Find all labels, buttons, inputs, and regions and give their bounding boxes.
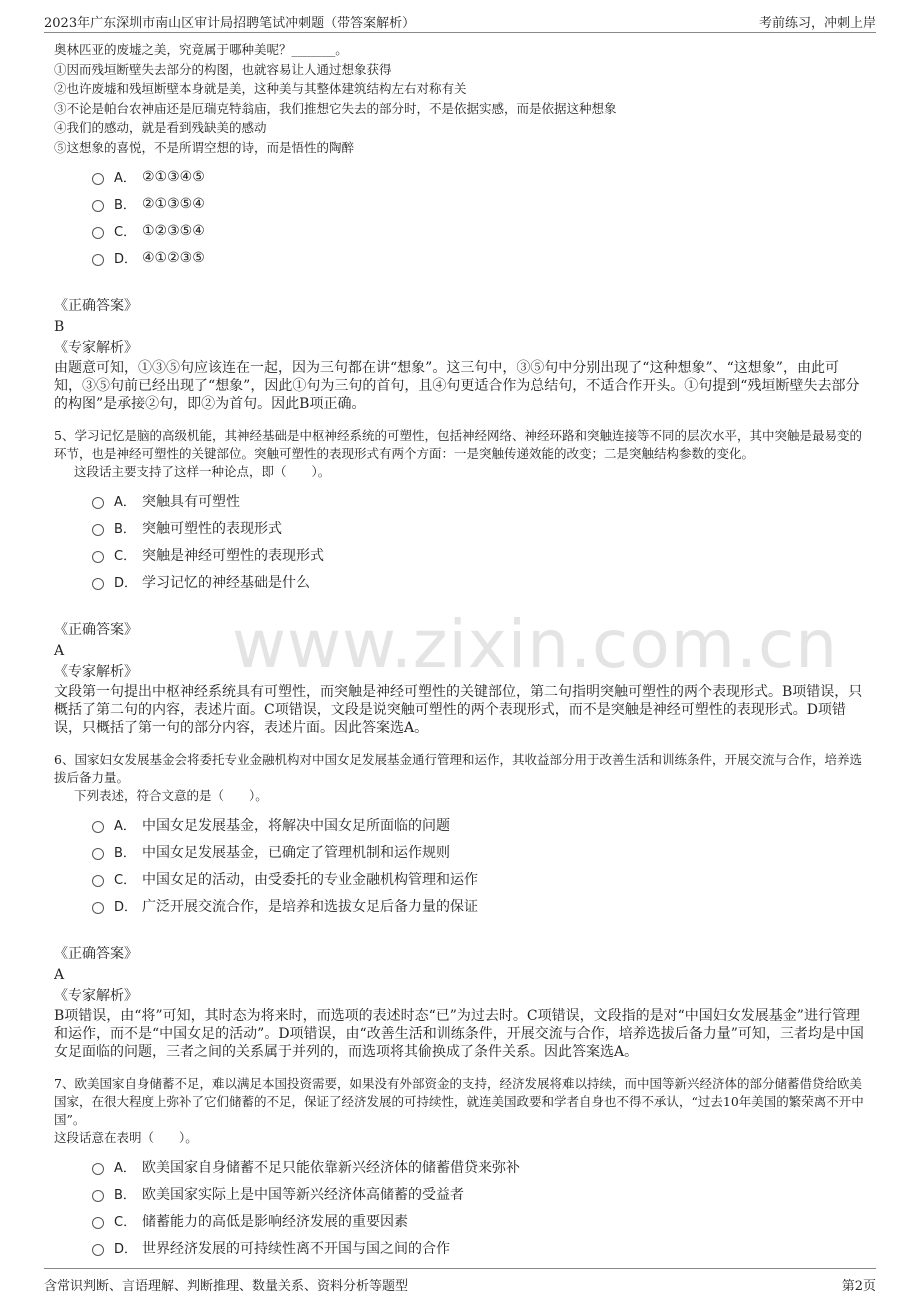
option-c[interactable]: C． 储蓄能力的高低是影响经济发展的重要因素 — [92, 1207, 866, 1234]
option-b[interactable]: B． 中国女足发展基金，已确定了管理机制和运作规则 — [92, 838, 866, 865]
radio-icon[interactable] — [92, 578, 104, 590]
radio-icon[interactable] — [92, 524, 104, 536]
question-stem: 5、学习记忆是脑的高级机能，其神经基础是中枢神经系统的可塑性，包括神经网络、神经环路和突触连接等不同的层次水平，其中突触是最易变的环节，也是神经可塑性的关键部位。突触可塑性的表现形式有两个方面：一是突触传递效能的改变；二是突触结构参数的变化。 — [54, 428, 862, 461]
question-prompt: 这段话主要支持了这样一种论点，即（ ）。 — [74, 464, 331, 479]
analysis-text: B项错误，由“将”可知，其时态为将来时，而选项的表述时态“已”为过去时。C项错误，文段指的是对“中国妇女发展基金”进行管理和运作，而不是“中国女足的活动”。D项错误，由“改善生活和训练条件，开展交流与合作，培养选拔后备力量”可知，三者均是中国女足面临的问题，三者之间的关系属于并列的，而选项将其偷换成了条件关系。因此答案选A。 — [54, 1008, 864, 1060]
radio-icon[interactable] — [92, 902, 104, 914]
answer-value: A — [54, 967, 65, 983]
radio-icon[interactable] — [92, 848, 104, 860]
option-c[interactable]: C． ①②③⑤④ — [92, 217, 866, 244]
answer-label: 《正确答案》 — [54, 946, 138, 962]
answer-value: A — [54, 643, 65, 659]
question-stem: 7、欧美国家自身储蓄不足，难以满足本国投资需要，如果没有外部资金的支持，经济发展将难以持续，而中国等新兴经济体的部分储蓄借贷给欧美国家，在很大程度上弥补了它们储蓄的不足，保证了经济发展的可持续性，就连美国政要和学者自身也不得不承认，“过去10年美国的繁荣离不开中国”。 — [54, 1076, 864, 1127]
options — [54, 163, 866, 271]
radio-icon[interactable] — [92, 254, 104, 266]
answer-label: 《正确答案》 — [54, 298, 138, 314]
option-c[interactable]: C． 突触是神经可塑性的表现形式 — [92, 541, 866, 568]
option-a[interactable]: A． 中国女足发展基金，将解决中国女足所面临的问题 — [92, 811, 866, 838]
question-6 — [54, 751, 866, 1061]
option-b[interactable]: B． 突触可塑性的表现形式 — [92, 514, 866, 541]
answer-value: B — [54, 319, 65, 335]
option-d[interactable]: D． ④①②③⑤ — [92, 244, 866, 271]
option-b[interactable]: B． 欧美国家实际上是中国等新兴经济体高储蓄的受益者 — [92, 1180, 866, 1207]
page-header — [44, 8, 876, 33]
option-a[interactable]: A． 欧美国家自身储蓄不足只能依靠新兴经济体的储蓄借贷来弥补 — [92, 1153, 866, 1180]
options — [54, 811, 866, 919]
page-content — [54, 40, 866, 1261]
question-4 — [54, 40, 866, 413]
header-title: 2023年广东深圳市南山区审计局招聘笔试冲刺题（带答案解析） — [44, 16, 416, 31]
option-d[interactable]: D． 世界经济发展的可持续性离不开国与国之间的合作 — [92, 1234, 866, 1261]
option-d[interactable]: D． 学习记忆的神经基础是什么 — [92, 568, 866, 595]
question-5 — [54, 427, 866, 737]
radio-icon[interactable] — [92, 227, 104, 239]
page-number: 第2页 — [841, 1279, 876, 1294]
option-a[interactable]: A． ②①③④⑤ — [92, 163, 866, 190]
radio-icon[interactable] — [92, 1190, 104, 1202]
statement: ③不论是帕台农神庙还是厄瑞克特翁庙，我们推想它失去的部分时，不是依据实感，而是依据这种想象 — [54, 100, 617, 116]
footer-description: 含常识判断、言语理解、判断推理、数量关系、资料分析等题型 — [44, 1279, 409, 1294]
radio-icon[interactable] — [92, 1163, 104, 1175]
analysis-text: 文段第一句提出中枢神经系统具有可塑性，而突触是神经可塑性的关键部位，第二句指明突触可塑性的两个表现形式。B项错误，只概括了第二句的内容，表述片面。C项错误，文段是说突触可塑性的两个表现形式，而不是突触是神经可塑性的表现形式。D项错误，只概括了第一句的部分内容，表述片面。因此答案选A。 — [54, 684, 863, 736]
header-slogan: 考前练习，冲刺上岸 — [758, 16, 876, 31]
radio-icon[interactable] — [92, 821, 104, 833]
statement: ②也许废墟和残垣断壁本身就是美，这种美与其整体建筑结构左右对称有关 — [54, 81, 467, 96]
radio-icon[interactable] — [92, 200, 104, 212]
answer-label: 《正确答案》 — [54, 622, 138, 638]
analysis-label: 《专家解析》 — [54, 988, 138, 1004]
radio-icon[interactable] — [92, 173, 104, 185]
question-7 — [54, 1075, 866, 1261]
question-prompt: 这段话意在表明（ ）。 — [54, 1130, 198, 1145]
watermark: www.zixin.com.cn — [232, 606, 839, 683]
options — [54, 487, 866, 595]
statement: ⑤这想象的喜悦，不是所谓空想的诗，而是悟性的陶醉 — [54, 139, 355, 155]
analysis-text: 由题意可知，①③⑤句应该连在一起，因为三句都在讲“想象”。这三句中，③⑤句中分别出现了“这种想象”、“这想象”，由此可知，③⑤句前已经出现了“想象”，因此①句为三句的首句，且④句更适合作为总结句，不适合作开头。①句提到“残垣断壁失去部分的构图”是承接②句，即②为首句。因此B项正确。 — [54, 360, 860, 412]
radio-icon[interactable] — [92, 875, 104, 887]
option-a[interactable]: A． 突触具有可塑性 — [92, 487, 866, 514]
option-b[interactable]: B． ②①③⑤④ — [92, 190, 866, 217]
answer-block — [54, 296, 866, 413]
option-d[interactable]: D． 广泛开展交流合作，是培养和选拔女足后备力量的保证 — [92, 892, 866, 919]
options — [54, 1153, 866, 1261]
analysis-label: 《专家解析》 — [54, 340, 138, 356]
radio-icon[interactable] — [92, 1217, 104, 1229]
option-c[interactable]: C． 中国女足的活动，由受委托的专业金融机构管理和运作 — [92, 865, 866, 892]
question-stem: 奥林匹亚的废墟之美，究竟属于哪种美呢？_______。 — [54, 42, 348, 57]
answer-block — [54, 944, 866, 1061]
analysis-label: 《专家解析》 — [54, 664, 138, 680]
answer-block — [54, 620, 866, 737]
page-footer — [44, 1268, 876, 1297]
radio-icon[interactable] — [92, 1244, 104, 1256]
statement: ④我们的感动，就是看到残缺美的感动 — [54, 120, 267, 135]
statement: ①因而残垣断壁失去部分的构图，也就容易让人通过想象获得 — [54, 61, 392, 77]
question-stem: 6、国家妇女发展基金会将委托专业金融机构对中国女足发展基金通行管理和运作，其收益部分用于改善生活和训练条件，开展交流与合作，培养选拔后备力量。 — [54, 752, 862, 785]
radio-icon[interactable] — [92, 497, 104, 509]
radio-icon[interactable] — [92, 551, 104, 563]
question-prompt: 下列表述，符合文意的是（ ）。 — [74, 788, 268, 803]
